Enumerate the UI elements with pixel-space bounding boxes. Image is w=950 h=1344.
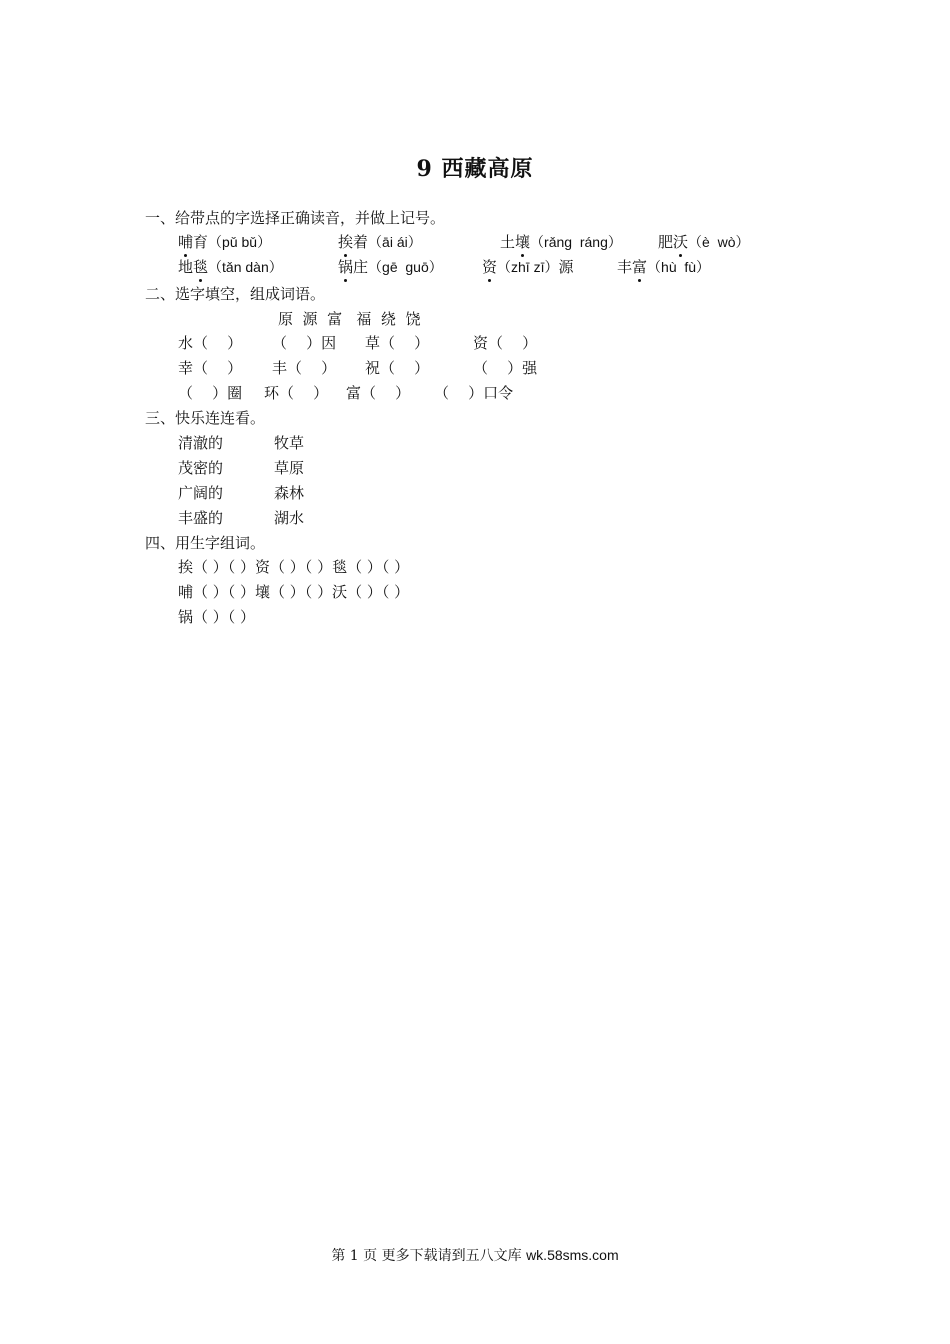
match-right-item: 牧草 [274,434,305,452]
fill-blank-item: 环（ ） [264,384,329,402]
fill-blank-item: （ ）圈 [178,384,243,402]
pinyin-item: 肥沃（è wò） [658,233,750,251]
footer-text: 第 1 页 更多下载请到五八文库 [331,1248,527,1264]
footer-site-link[interactable]: wk.58sms.com [526,1247,619,1263]
fill-blank-item: 资（ ） [473,334,538,352]
fill-blank-item: 富（ ） [346,384,411,402]
fill-blank-item: （ ）因 [272,334,337,352]
match-left-item: 广阔的 [178,484,224,502]
pinyin-item: 土壤（rǎng ráng） [500,233,622,251]
pinyin-item: 哺育（pǔ bǔ） [178,233,272,251]
dotted-char: 壤 [515,233,531,251]
pinyin-item: 锅庄（gē guō） [338,258,443,276]
section4-heading: 四、用生字组词。 [145,534,266,552]
match-right-item: 草原 [274,459,305,477]
match-right-item: 湖水 [274,509,305,527]
pinyin-options: （hù fù） [647,259,711,275]
pinyin-options: （gē guō） [368,259,443,275]
pinyin-options: （pǔ bǔ） [208,234,272,250]
section1-heading: 一、给带点的字选择正确读音，并做上记号。 [145,209,446,227]
dotted-char: 资 [482,258,498,276]
fill-blank-item: 草（ ） [365,334,430,352]
dotted-char: 富 [632,258,648,276]
word-building-row: 锅（ ）（ ） [178,608,256,626]
pinyin-options: （zhī zī） [497,259,559,275]
dotted-char: 沃 [673,233,689,251]
match-right-item: 森林 [274,484,305,502]
fill-blank-item: （ ）口令 [434,384,514,402]
match-left-item: 丰盛的 [178,509,224,527]
pinyin-options: （è wò） [688,234,750,250]
fill-blank-item: 丰（ ） [272,359,337,377]
pinyin-options: （rǎng ráng） [530,234,622,250]
word-building-row: 哺（ ）（ ）壤（ ）（ ）沃（ ）（ ） [178,583,410,601]
fill-blank-item: （ ）强 [473,359,538,377]
dotted-char: 哺 [178,233,194,251]
fill-blank-item: 幸（ ） [178,359,243,377]
word-building-row: 挨（ ）（ ）资（ ）（ ）毯（ ）（ ） [178,558,410,576]
fill-blank-item: 水（ ） [178,334,243,352]
page-title: 9 西藏高原 [416,156,534,182]
dotted-char: 挨 [338,233,354,251]
match-left-item: 清澈的 [178,434,224,452]
match-left-item: 茂密的 [178,459,224,477]
section2-heading: 二、选字填空，组成词语。 [145,285,326,303]
pinyin-options: （āi ái） [368,234,422,250]
fill-blank-item: 祝（ ） [365,359,430,377]
choice-characters: 原 源 富 福 绕 饶 [278,310,421,328]
pinyin-item: 资（zhī zī）源 [482,258,574,276]
section3-heading: 三、快乐连连看。 [145,409,266,427]
pinyin-item: 挨着（āi ái） [338,233,422,251]
pinyin-options: （tǎn dàn） [208,259,283,275]
pinyin-item: 地毯（tǎn dàn） [178,258,283,276]
dotted-char: 毯 [193,258,209,276]
dotted-char: 锅 [338,258,354,276]
pinyin-item: 丰富（hù fù） [617,258,711,276]
page-footer [0,1245,950,1265]
